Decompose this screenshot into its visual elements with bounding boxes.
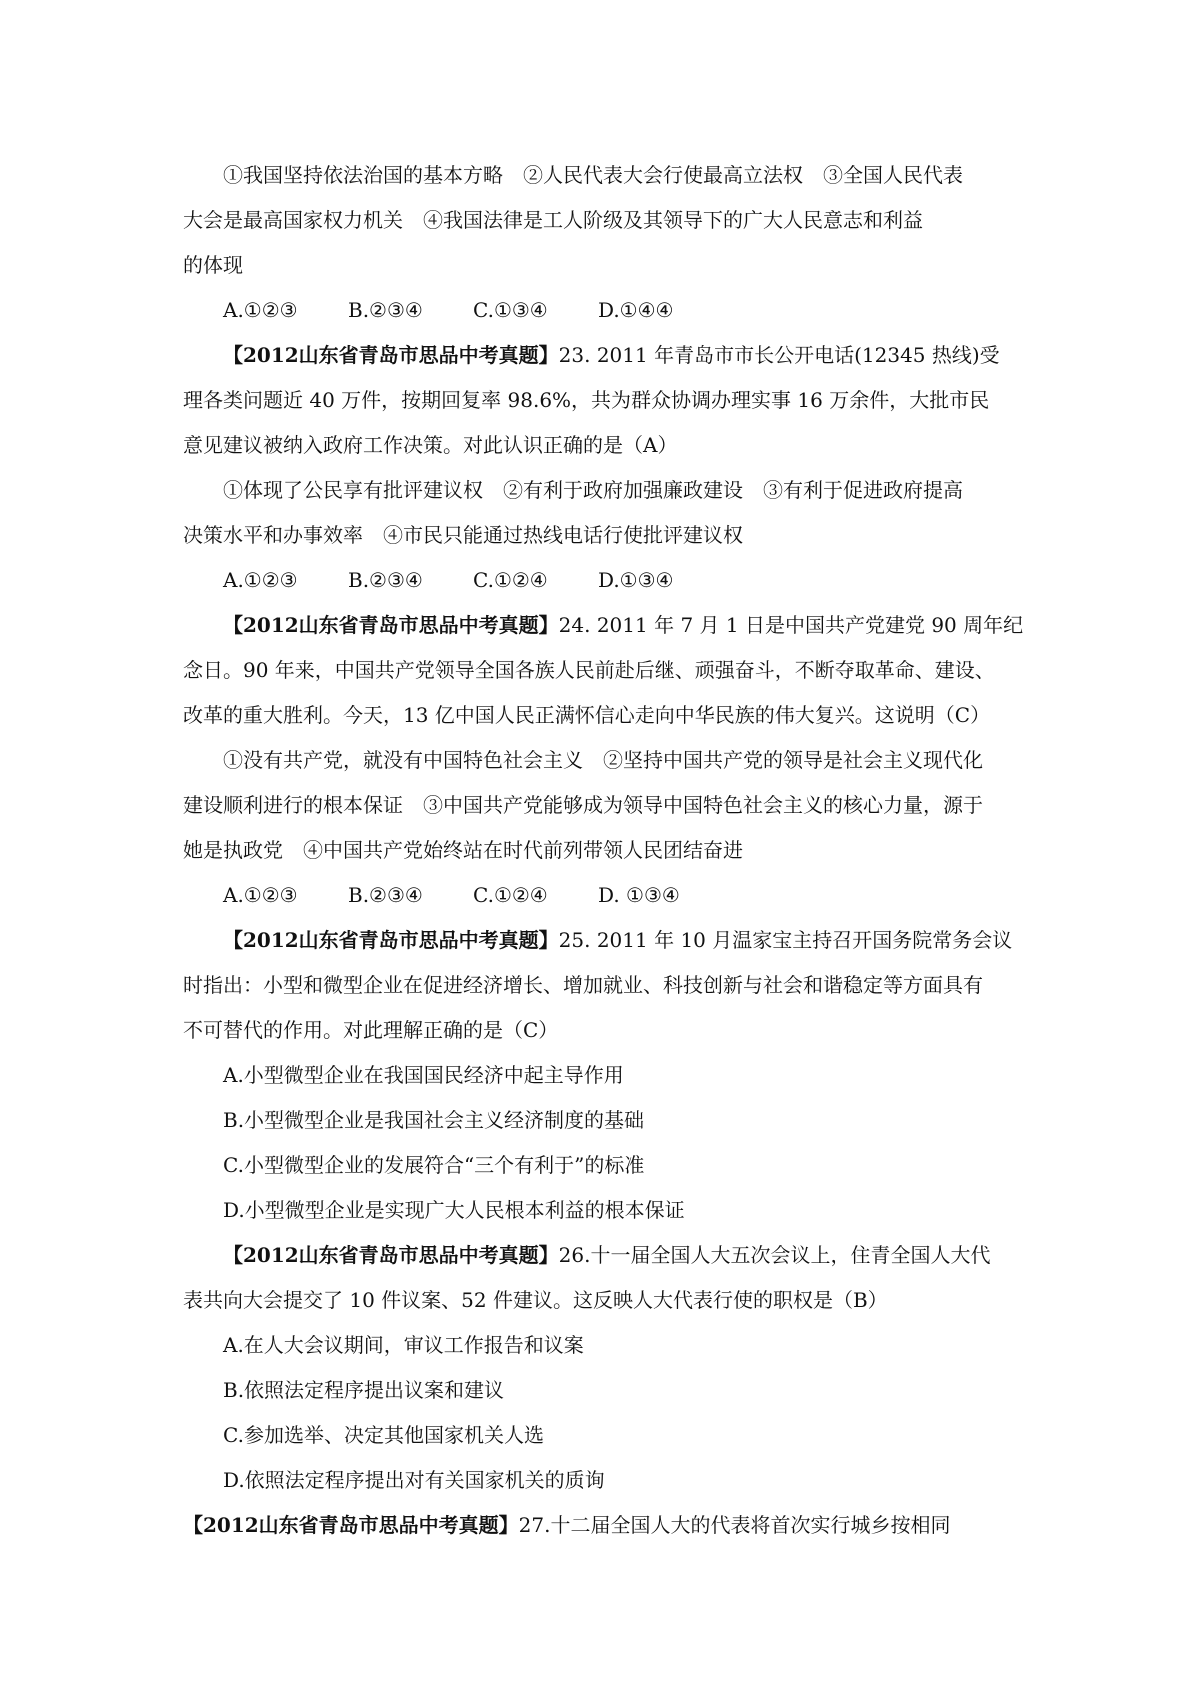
q24-options [183,873,1023,918]
q23-option-d: D.①③④ [598,568,674,592]
q26-stem-line-2: 表共向大会提交了 10 件议案、52 件建议。这反映人大代表行使的职权是（B） [183,1288,888,1312]
q24-option-a: A.①②③ [223,883,298,907]
q23-statement-line-2: 决策水平和办事效率 ④市民只能通过热线电话行使批评建议权 [183,523,743,547]
q23-stem-line-1 [183,333,1023,378]
q23-stem-line-3: 意见建议被纳入政府工作决策。对此认识正确的是（A） [183,433,678,457]
q25-stem-line-3: 不可替代的作用。对此理解正确的是（C） [183,1018,559,1042]
q22-options [183,288,1023,333]
q24-statement-line-2: 建设顺利进行的根本保证 ③中国共产党能够成为领导中国特色社会主义的核心力量，源于 [183,793,983,817]
q25-option-d: D.小型微型企业是实现广大人民根本利益的根本保证 [223,1198,685,1222]
q25-stem-line-2: 时指出：小型和微型企业在促进经济增长、增加就业、科技创新与社会和谐稳定等方面具有 [183,973,983,997]
q22-statement-line-3: 的体现 [183,253,243,277]
q23-option-a: A.①②③ [223,568,298,592]
q26-source-tag: 【2012山东省青岛市思品中考真题】 [223,1243,559,1267]
q24-stem-text: 24. 2011 年 7 月 1 日是中国共产党建党 90 周年纪 [558,613,1024,637]
document-body [183,153,1023,1548]
q22-statement-line-2: 大会是最高国家权力机关 ④我国法律是工人阶级及其领导下的广大人民意志和利益 [183,208,923,232]
q26-option-b: B.依照法定程序提出议案和建议 [223,1378,505,1402]
q23-options [183,558,1023,603]
q23-option-c: C.①②④ [473,568,548,592]
q26-option-d: D.依照法定程序提出对有关国家机关的质询 [223,1468,605,1492]
q26-stem-line-1 [183,1233,1023,1278]
q26-stem-text: 26.十一届全国人大五次会议上，住青全国人大代 [558,1243,991,1267]
q24-option-b: B.②③④ [348,883,423,907]
q22-option-c: C.①③④ [473,298,548,322]
q24-stem-line-2: 念日。90 年来，中国共产党领导全国各族人民前赴后继、顽强奋斗，不断夺取革命、建设、 [183,658,995,682]
q27-stem-line-1 [183,1503,1023,1548]
q27-source-tag: 【2012山东省青岛市思品中考真题】 [183,1513,519,1537]
q25-source-tag: 【2012山东省青岛市思品中考真题】 [223,928,559,952]
q23-statement-line-1: ①体现了公民享有批评建议权 ②有利于政府加强廉政建设 ③有利于促进政府提高 [223,478,963,502]
q22-option-a: A.①②③ [223,298,298,322]
q26-option-c: C.参加选举、决定其他国家机关人选 [223,1423,544,1447]
q24-source-tag: 【2012山东省青岛市思品中考真题】 [223,613,559,637]
q23-stem-line-2: 理各类问题近 40 万件，按期回复率 98.6%，共为群众协调办理实事 16 万余件，大批市民 [183,388,990,412]
q23-source-tag: 【2012山东省青岛市思品中考真题】 [223,343,559,367]
q22-option-d: D.①④④ [598,298,674,322]
q23-option-b: B.②③④ [348,568,423,592]
q24-stem-line-1 [183,603,1023,648]
q23-stem-text: 23. 2011 年青岛市市长公开电话(12345 热线)受 [558,343,1000,367]
q25-stem-text: 25. 2011 年 10 月温家宝主持召开国务院常务会议 [558,928,1013,952]
q25-option-b: B.小型微型企业是我国社会主义经济制度的基础 [223,1108,645,1132]
q26-option-a: A.在人大会议期间，审议工作报告和议案 [223,1333,584,1357]
q24-option-c: C.①②④ [473,883,548,907]
q22-statement-line-1: ①我国坚持依法治国的基本方略 ②人民代表大会行使最高立法权 ③全国人民代表 [223,163,963,187]
q25-option-c: C.小型微型企业的发展符合“三个有利于”的标准 [223,1153,645,1177]
q27-stem-text: 27.十二届全国人大的代表将首次实行城乡按相同 [518,1513,951,1537]
q24-statement-line-3: 她是执政党 ④中国共产党始终站在时代前列带领人民团结奋进 [183,838,743,862]
q24-statement-line-1: ①没有共产党，就没有中国特色社会主义 ②坚持中国共产党的领导是社会主义现代化 [223,748,983,772]
q24-stem-line-3: 改革的重大胜利。今天，13 亿中国人民正满怀信心走向中华民族的伟大复兴。这说明（C） [183,703,991,727]
q25-option-a: A.小型微型企业在我国国民经济中起主导作用 [223,1063,624,1087]
q24-option-d: D. ①③④ [598,883,680,907]
q25-stem-line-1 [183,918,1023,963]
q22-option-b: B.②③④ [348,298,423,322]
